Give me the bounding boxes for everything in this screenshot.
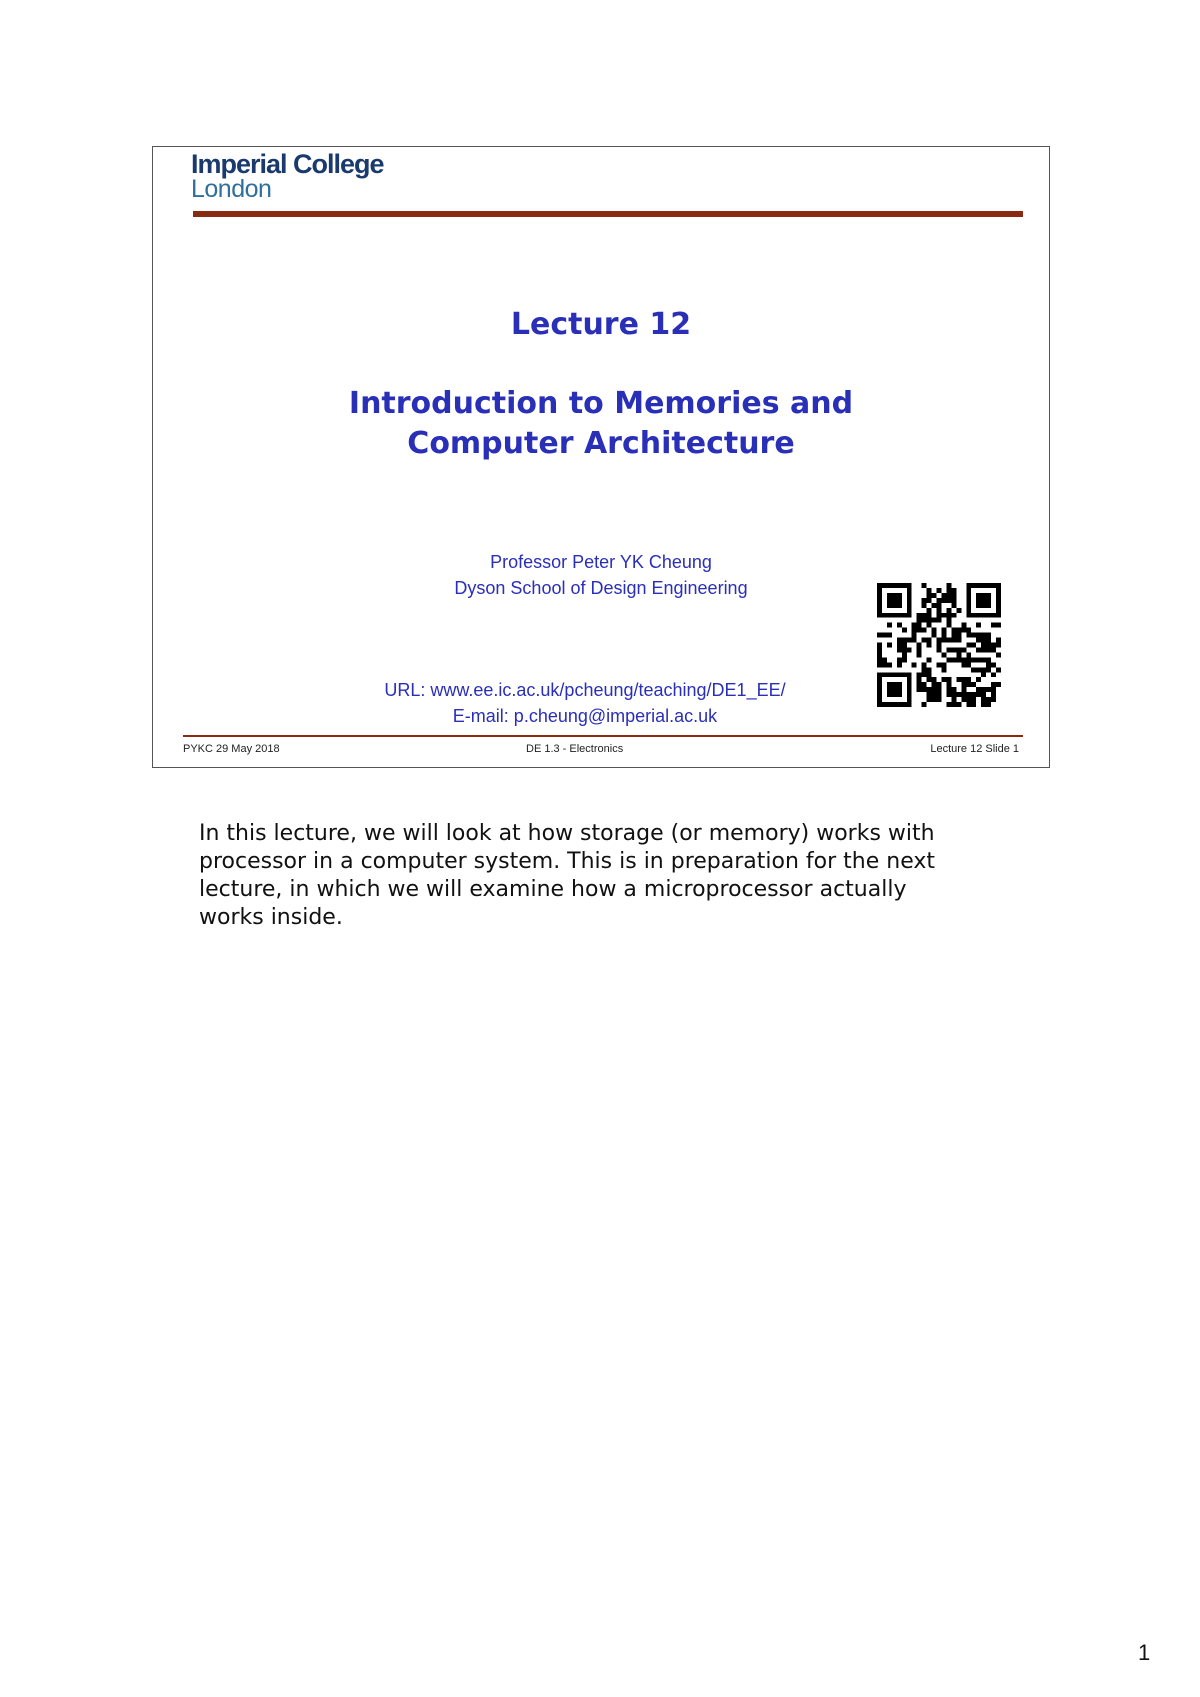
lecture-title: Lecture 12 [510,307,692,342]
imperial-college-logo [191,151,384,202]
logo-line-2: London [191,175,272,203]
slide [152,146,1050,768]
author-department: Dyson School of Design Engineering [454,578,748,598]
author-name: Professor Peter YK Cheung [490,552,712,572]
footer-date: PYKC 29 May 2018 [183,743,280,755]
contact-email: E-mail: p.cheung@imperial.ac.uk [452,706,718,726]
lecture-notes [199,820,1019,932]
logo-line-1: Imperial College [191,149,384,179]
footer-rule [183,735,1023,737]
notes-line-3: lecture, in which we will examine how a microprocessor actually [199,877,907,902]
footer-slide-number: Lecture 12 Slide 1 [930,743,1019,755]
footer-course: DE 1.3 - Electronics [526,743,624,755]
subtitle-line-1: Introduction to Memories and [348,386,854,421]
contact-url: URL: www.ee.ic.ac.uk/pcheung/teaching/DE1_EE/ [384,680,786,700]
notes-line-2: processor in a computer system. This is in preparation for the next [199,849,935,874]
notes-line-1: In this lecture, we will look at how storage (or memory) works with [199,821,935,846]
page-number: 1 [1138,1640,1151,1665]
header-rule [193,211,1023,217]
lecture-subtitle [153,384,1049,464]
qr-code-icon [877,583,1001,707]
subtitle-line-2: Computer Architecture [407,426,795,461]
notes-line-4: works inside. [199,905,343,930]
